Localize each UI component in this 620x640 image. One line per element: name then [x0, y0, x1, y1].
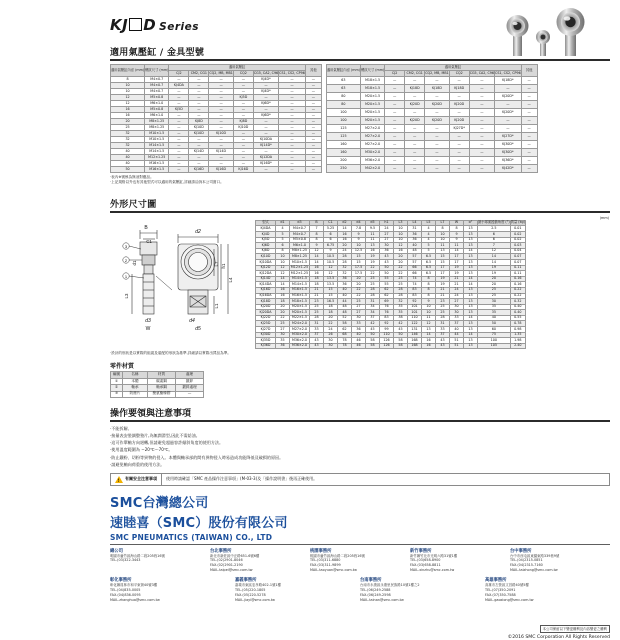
svg-text:L7: L7 [214, 261, 219, 267]
office-contact-line[interactable]: MAIL.gaoxiong@smc.com.tw [485, 598, 534, 603]
table-row: KJ4D 5 M4×0.7 8 6 16 9 11 27 10 36 4 10 9 13 6 0.02 [256, 231, 526, 237]
svg-text:d1: d1 [132, 260, 137, 266]
office-contact-line[interactable]: TEL.(05)220-1805 [235, 588, 266, 593]
office-contact-line[interactable]: TEL.(07)350-2091 [485, 588, 516, 593]
col-bore: 適用氣壓缸內徑 (mm) [326, 65, 360, 77]
office-name: 台南事務所 [360, 578, 382, 584]
table-row: KJ16D 16 M16×1.5 21 15 40 22 28 62 28 83 8 21 24 13 25 0.22 [256, 287, 526, 293]
office-name: 桃園事務所 [310, 548, 332, 554]
col-type: CS1, CS2, CP96 [495, 70, 521, 75]
operation-item: ‧接量表安裝調整墊片,為無潤滑型,因此不需給油。 [110, 433, 200, 439]
office-contact-line[interactable]: FAX.(02)2901-2190 [210, 563, 243, 568]
company-brand [110, 492, 610, 542]
footnote: ‧上記規格以外也有其他型式可以適用的氣壓缸,詳細請洽詢本公司窗口。 [110, 180, 224, 185]
footer-rule [110, 544, 610, 545]
office-block [235, 577, 360, 603]
office-name: 台中事務所 [510, 548, 532, 554]
section-parts-title: 零件材質 [110, 363, 135, 371]
safety-warning-label-group [111, 474, 162, 485]
section-applicable-rule [110, 59, 610, 61]
table-row: KJ16DA 16 M16×1.5 21 15 40 22 28 62 28 83 8 21 24 13 25 0.22 [256, 293, 526, 299]
office-contact-line[interactable]: FAX.(03)658-8811 [410, 563, 441, 568]
office-contact-line[interactable]: TEL.(03)658-8900 [410, 558, 441, 563]
office-name: 嘉義事務所 [235, 578, 257, 584]
office-contact-line: 台南市永康區永康里民族路10號1樓之2 [360, 583, 420, 588]
col-type: CQ2, MB, MB1 [209, 70, 233, 75]
section-dimensions-title: 外形尺寸圖 [110, 199, 157, 210]
brand-line-3: SMC PNEUMATICS (TAIWAN) CO., LTD [110, 532, 273, 542]
svg-text:2: 2 [124, 257, 128, 263]
svg-text:1: 1 [124, 273, 128, 279]
safety-warning-label: 有關安全注意事項 [125, 476, 157, 482]
table-row: 80 M20×1.5 — — — — — KJ20D* — [326, 93, 537, 101]
table-row: KJ25D 25 M24×2.0 31 22 58 33 42 92 42 122 12 31 37 13 50 0.78 [256, 321, 526, 327]
col-other: 其他 [305, 65, 321, 77]
applicable-tables [110, 64, 610, 173]
office-contact-line: 新竹縣竹北市光明六路31號1樓 [410, 553, 458, 558]
office-contact-line[interactable]: FAX.(04)2315-7160 [510, 563, 543, 568]
office-block [485, 577, 610, 603]
table-row: 32 M10×1.5 — KJ10D KJ10D — — — — [111, 131, 322, 137]
table-row: KJ6D 6 M6×1.0 9 6.75 20 10 13 30 12 40 5 11 11 13 7 0.03 [256, 243, 526, 249]
office-block [110, 548, 210, 574]
section-dimensions-rule [110, 211, 610, 213]
parts-section [110, 361, 610, 398]
table-row: KJ4DA 4 M4×0.7 7 5.25 14 7.8 9.5 24 10 31 4 8 8 13 2.5 0.01 [256, 226, 526, 232]
office-contact-line[interactable]: TEL.(04)2315-0851 [510, 558, 543, 563]
table-row: 200 M36×2.0 — — — — — KJ36D* — [326, 157, 537, 165]
table-row: 8 M4×0.7 — — — — KJ4D* — — [111, 77, 322, 83]
svg-text:3: 3 [124, 243, 128, 249]
table-row: 32 M10×1.5 — — — — KJ10DA — — [111, 137, 322, 143]
col-type: CQ2 [449, 71, 469, 77]
operation-items [110, 425, 610, 468]
table-row: 40 M14×1.5 — KJ14D KJ14D — — — — [111, 149, 322, 155]
table-row: 63 M18×1.5 — KJ18D KJ18D KJ18D — — — [326, 85, 537, 93]
col-type: CM2, CG1 [406, 70, 423, 75]
operation-item: ‧不能拆解。 [110, 426, 132, 431]
dim-col: B [310, 220, 324, 226]
office-block [360, 577, 485, 603]
col-group: 適用氣壓缸 [169, 65, 305, 71]
office-block [410, 548, 510, 574]
office-contact-line[interactable]: MAIL.xinzhu@smc.com.tw [410, 568, 455, 573]
office-contact-line: 桃園市蘆竹區海山路二段205巷16號 [310, 553, 365, 558]
col-type: CG5, CA2, C96 [469, 70, 495, 75]
table-row: 125 M27×2.0 — — — KJ27D* — — — [326, 125, 537, 133]
table-row: 32 M14×1.5 — — — — KJ14D* — — [111, 143, 322, 149]
table-row: 100 M20×1.5 — — — — — KJ20D* — [326, 109, 537, 117]
copyright-box: 本公司保留以下變更權利及內容變更之權利 [540, 625, 610, 633]
col-type: CQ2, MB, MB1 [425, 70, 449, 75]
col-thread: 螺紋尺寸 (mm) [360, 65, 384, 77]
office-contact-line[interactable]: FAX.(03)311-9899 [310, 563, 341, 568]
col-other: 其他 [521, 65, 537, 77]
page-content [110, 0, 610, 640]
dim-col: α° [464, 220, 478, 226]
table-row: 160 M27×2.0 — — — — — KJ30D* — [326, 141, 537, 149]
dim-col: d1 [276, 220, 290, 226]
table-row: KJ12DA 12 M12×1.25 16 12 32 17.5 22 50 22 66 6.5 17 19 13 19 0.11 [256, 271, 526, 277]
office-block [210, 548, 310, 574]
table-row: KJ22D 22 M22×1.5 28 20 52 30 37 83 38 110 11 28 33 14 40 0.55 [256, 315, 526, 321]
operation-item: ‧請避免軸向荷重的使用方法。 [110, 461, 165, 467]
col-bore: 適用氣壓缸內徑 (mm) [111, 65, 145, 77]
dim-col: L4 [408, 220, 422, 226]
dim-col: C1 [324, 220, 338, 226]
table-row: KJ10D 10 M8×1.25 14 10.5 28 15 19 43 20 57 6.5 15 17 13 14 0.07 [256, 254, 526, 260]
table-row: 80 M20×1.5 — KJ20D KJ20D KJ20D — — — [326, 101, 537, 109]
svg-text:d2: d2 [195, 228, 201, 235]
parts-body [111, 378, 204, 397]
col-type: CM2, CG1 [190, 70, 207, 75]
table-row: KJ5D 5 M5×0.8 8 6 16 9 11 27 10 36 4 10 9 13 6 0.02 [256, 237, 526, 243]
table-row: ③ 防塵片 聚氨酯橡膠 — [111, 391, 204, 397]
rod-end-bearing-photo [488, 6, 608, 56]
svg-text:W: W [145, 325, 151, 332]
offices-row-1 [110, 548, 610, 574]
dim-col: d4 [352, 220, 366, 226]
dim-col: d3 [290, 220, 310, 226]
dim-col: 型式 [256, 220, 276, 226]
table-row: KJ14DA 14 M14×1.5 18 13.5 36 20 25 55 25 74 8 19 21 14 20 0.16 [256, 282, 526, 288]
office-contact-line[interactable]: TEL.(03)322-3443 [110, 558, 141, 563]
col-type: CQ2 [233, 71, 253, 77]
office-contact-line: 高雄市左營區文昌路40號5樓 [485, 583, 529, 588]
office-contact-line[interactable]: MAIL.jiayi@smc.com.tw [235, 598, 275, 603]
office-block [110, 577, 235, 603]
office-name: 總公司 [110, 548, 123, 554]
table-row: KJ27D 27 M27×2.0 33 24 62 36 45 99 45 131 13 33 40 13 60 0.98 [256, 327, 526, 333]
col-type: CG5, CA2, C96 [253, 70, 279, 75]
section-applicable-title: 適用氣壓缸 / 金具型號 [110, 48, 205, 58]
table-row: 160 M30×2.0 — — — — — KJ30D* — [326, 149, 537, 157]
offices-row-2 [110, 577, 610, 603]
office-contact-line[interactable]: MAIL.tainan@smc.com.tw [360, 598, 404, 603]
section-operation-title: 操作要領與注意事項 [110, 409, 192, 419]
footnote: ‧表內※號係為無油對應品。 [110, 175, 154, 179]
office-contact-line[interactable]: TEL.(02)2901-8046 [210, 558, 243, 563]
copyright-block [110, 615, 610, 640]
svg-text:B: B [144, 224, 148, 231]
office-block [310, 548, 410, 574]
svg-text:d3: d3 [145, 317, 151, 324]
svg-text:C1: C1 [146, 238, 152, 244]
warning-triangle-icon [115, 476, 123, 483]
svg-text:L3: L3 [124, 293, 129, 299]
table-row: KJ35D 35 M36×2.0 43 30 78 46 58 126 58 168 16 43 51 13 100 1.98 [256, 338, 526, 344]
applicable-footnotes [110, 175, 610, 186]
operation-item: ‧防止鐵粉、切粉等異物的侵入。本體與軸承部的間有異物侵入時易造成功能降低及破損的原因。 [110, 454, 284, 460]
svg-text:L4: L4 [228, 277, 233, 283]
table-row: KJ8D 8 M8×1.25 12 9 24 12.5 16 36 16 48 5 13 14 14 12 0.04 [256, 248, 526, 254]
office-name: 台北事務所 [210, 548, 232, 554]
table-row: KJ12D 12 M12×1.25 16 12 32 17.5 22 50 22 66 6.5 17 19 13 19 0.11 [256, 265, 526, 271]
office-contact-line[interactable]: FAX.(05)220-5278 [235, 593, 266, 598]
table-row: KJ20DA 20 M20×1.5 25 18 48 27 34 76 35 101 10 25 30 13 35 0.40 [256, 310, 526, 316]
table-row: 12 M5×0.8 — — — KJ5D — — — [111, 95, 322, 101]
office-contact-line: 明園市蘆竹區海山路二段205巷16號 [110, 553, 165, 558]
dim-col: h1 [380, 220, 394, 226]
office-name: 新竹事務所 [410, 548, 432, 554]
table-row: KJ18D 18 M18×1.5 23 16.5 44 25 31 69 32 92 9 23 27 13 30 0.32 [256, 299, 526, 305]
office-contact-line[interactable]: FAX.(07)350-7588 [485, 593, 516, 598]
series-placeholder-box [129, 18, 142, 31]
dimensions-unit: (mm) [599, 215, 609, 220]
table-row: 40 M12×1.25 — — — — KJ12DA — — [111, 155, 322, 161]
table-row: KJ36D 36 M36×2.0 43 30 78 46 58 126 58 168 16 43 51 13 105 2.40 [256, 343, 526, 349]
table-row: ① 本體 碳素鋼 鍍鋅 [111, 378, 204, 384]
svg-text:L1: L1 [214, 303, 219, 309]
applicable-table-left [110, 64, 322, 173]
table-row: 50 M16×1.5 — KJ16D KJ16D KJ16D — — — [111, 167, 322, 173]
office-contact-line[interactable]: MAIL.zhanghua@smc.com.tw [110, 598, 160, 603]
table-row: 250 M42×2.0 — — — — — KJ42D* — [326, 165, 537, 173]
dimensions-row [110, 216, 610, 350]
office-contact-line[interactable]: FAX.(06)249-2598 [360, 593, 391, 598]
table-row: KJ30D 30 M30×2.0 37 26 68 40 50 110 50 146 14 37 44 14 75 1.35 [256, 332, 526, 338]
office-contact-line[interactable]: MAIL.taipei@smc.com.tw [210, 568, 253, 573]
office-contact-line: 嘉義市東區忠孝路402-1號1樓 [235, 583, 281, 588]
table-row: 63 M18×1.5 — — — — — KJ18D* — [326, 77, 537, 85]
dimensions-table [255, 220, 526, 350]
office-contact-line: 新北市新莊區中正路651-6號6樓 [210, 553, 260, 558]
safety-warning-box [110, 473, 610, 486]
col-group: 適用氣壓缸 [385, 65, 521, 71]
parts-col: 編號 [111, 372, 123, 378]
table-row: 16 M6×1.0 — — — — KJ6D* — — [111, 113, 322, 119]
parts-table [110, 371, 204, 398]
table-row: ② 軸承 軸承鋼 鍍鋅處理 [111, 385, 204, 391]
office-block [510, 548, 610, 574]
series-prefix: KJ [110, 16, 129, 34]
section-operation-rule [110, 420, 610, 422]
dim-col: W [450, 220, 464, 226]
dim-col: d5 [366, 220, 380, 226]
table-row: 125 M27×2.0 — — — — — KJ27D* — [326, 133, 537, 141]
office-contact-line[interactable]: TEL.(04)835-0005 [110, 588, 141, 593]
office-name: 高雄事務所 [485, 578, 507, 584]
col-type: CS1, CS2, CP96 [279, 70, 305, 75]
table-row: 20 M8×1.25 — KJ8D — KJ8D — — — [111, 119, 322, 125]
series-word: Series [159, 21, 200, 33]
col-type: CJ2 [385, 71, 405, 77]
dimensions-note: ‧設計的形狀是以實際的組裝及裝配的形狀為基準,詳細請以實際出貨品為準。 [110, 351, 231, 356]
col-type: CJ2 [169, 71, 189, 77]
svg-text:h1: h1 [221, 263, 226, 269]
dim-col: L5 [422, 220, 436, 226]
table-row: KJ10DA 10 M10×1.5 14 10.5 28 15 19 43 20 57 6.5 15 17 13 14 0.07 [256, 259, 526, 265]
office-contact-line[interactable]: MAIL.taizhong@smc.com.tw [510, 568, 558, 573]
table-row: 12 M6×1.0 — — — — KJ6D* — — [111, 101, 322, 107]
table-row: KJ20D 20 M20×1.5 25 18 48 27 34 76 35 101 10 25 30 13 35 0.40 [256, 304, 526, 310]
safety-warning-text: 使用時請確認「SMC 產品操作注意事項」(M-03-3)及「操作說明書」後再正確使用。 [166, 476, 318, 482]
applicable-body-left [111, 77, 322, 173]
office-contact-line[interactable]: TEL.(06)249-2588 [360, 588, 391, 593]
operation-item: ‧使用溫度範圍為 −20℃～70℃。 [110, 447, 173, 453]
parts-col: 材質 [148, 372, 176, 378]
dim-col: L3 [394, 220, 408, 226]
parts-col: 名稱 [123, 372, 148, 378]
dim-col: L7 [436, 220, 450, 226]
table-row: KJ14D 14 M14×1.5 18 13.5 36 20 25 55 25 74 8 19 21 14 20 0.16 [256, 276, 526, 282]
svg-text:d4: d4 [189, 317, 195, 324]
office-name: 彰化事務所 [110, 578, 132, 584]
table-row: 10 M4×0.7 — — — — KJ4D* — — [111, 89, 322, 95]
table-row: 25 M8×1.25 — KJ10D — KJ10D — — — [111, 125, 322, 131]
table-row: 100 M20×1.5 — KJ20D KJ20D KJ20D — — — [326, 117, 537, 125]
office-contact-line[interactable]: MAIL.taoyuan@smc.com.tw [310, 568, 357, 573]
office-contact-line: 彰化縣員林市和平東街40號3樓 [110, 583, 158, 588]
dim-col: 最小球面搖動角度 (°) [478, 220, 510, 225]
applicable-table-right [326, 64, 538, 173]
table-row: 40 M16×1.5 — — — — KJ16D* — — [111, 161, 322, 167]
brand-line-2: 速睦喜（SMC）股份有限公司 [110, 515, 288, 531]
dim-col: d2 [338, 220, 352, 226]
operation-item: ‧這可作單軸方向迴轉,但請避免超過容許傾斜角度的使用方法。 [110, 440, 224, 446]
dimensions-body [256, 226, 526, 349]
series-suffix: D [143, 16, 157, 34]
rod-end-dimension-drawing [110, 216, 250, 341]
col-thread: 螺紋尺寸 (mm) [145, 65, 169, 77]
dim-col: 質量 (kg) [510, 220, 525, 225]
office-contact-line: 台中市西屯區東園東路339巷9號 [510, 553, 560, 558]
parts-col: 處理 [176, 372, 204, 378]
table-row: 16 M5×0.8 KJ5D — — — — — — [111, 107, 322, 113]
office-contact-line[interactable]: FAX.(04)836-0095 [110, 593, 141, 598]
brand-line-1: SMC台灣總公司 [110, 495, 209, 511]
copyright-text: ©2016 SMC Corporation All Rights Reserved [507, 635, 610, 640]
table-row: 10 M4×0.7 KJ4DA — — — — — — [111, 83, 322, 89]
applicable-body-right [326, 77, 537, 173]
svg-text:d5: d5 [195, 325, 201, 332]
office-contact-line[interactable]: TEL.(03)311-6880 [310, 558, 341, 563]
